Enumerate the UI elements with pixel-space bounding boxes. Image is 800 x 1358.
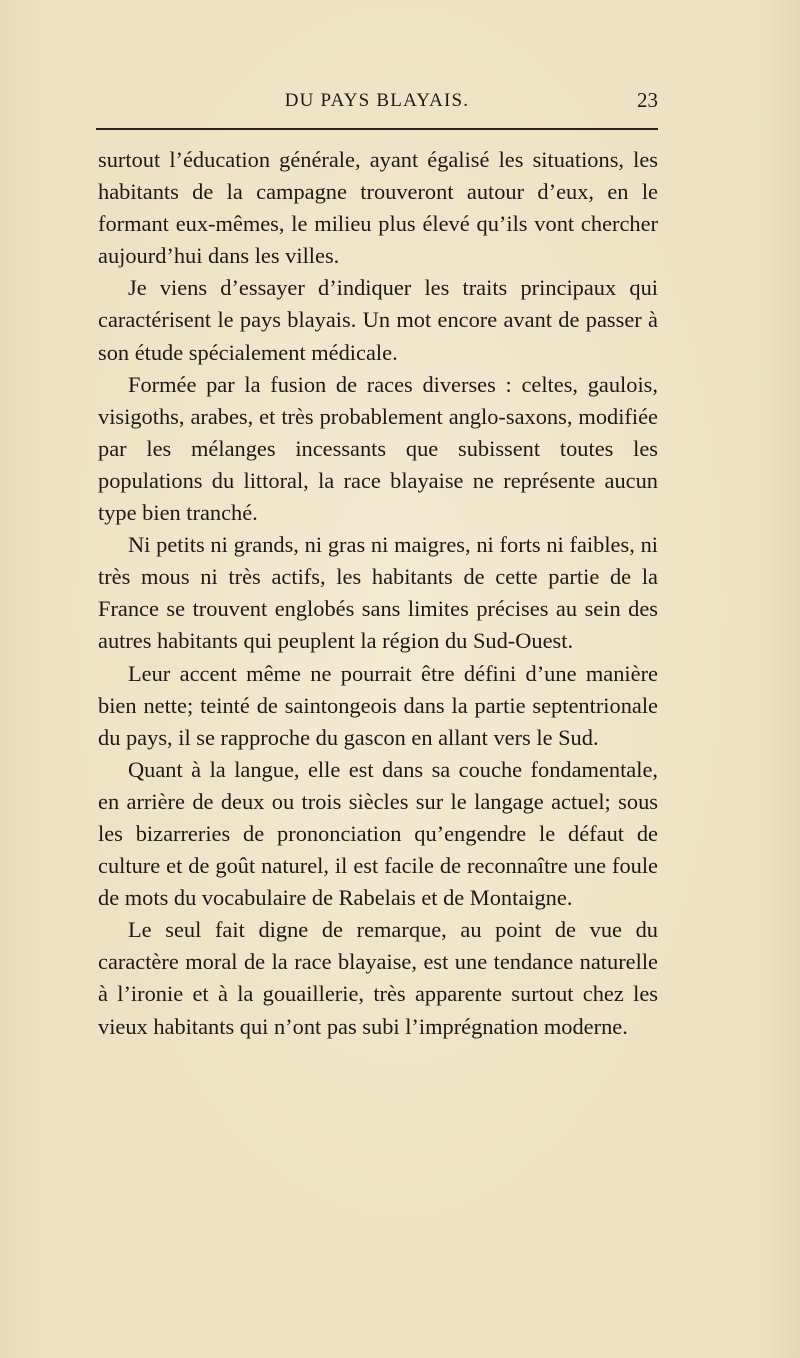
paragraph: Le seul fait digne de remarque, au point de vue du caractère moral de la race blayaise, est une tendance naturelle à l’ironie et à la gouaillerie, très apparente surtout chez les vieux habitants qui n’ont pas subi l’imprégnation moderne. (98, 917, 658, 1039)
paragraph: Quant à la langue, elle est dans sa couche fondamentale, en arrière de deux ou trois siècles sur le langage actuel; sous les bizarreries de prononciation qu’engendre le défaut de culture et de goût naturel, il est facile de reconnaître une foule de mots du vocabulaire de Rabelais et de Montaigne. (98, 756, 658, 911)
paragraph: Je viens d’essayer d’indiquer les traits principaux qui caractérisent le pays blayais. Un mot encore avant de passer à son étude spécialement médicale. (98, 275, 658, 365)
running-head-title: DU PAYS BLAYAIS. (284, 90, 470, 111)
body-text (98, 144, 658, 1043)
paragraph: Ni petits ni grands, ni gras ni maigres, ni forts ni faibles, ni très mous ni très actifs, les habitants de cette partie de la France se trouvent englobés sans limites précises au sein des autres habitants qui peuplent la région du Sud-Ouest. (98, 532, 658, 654)
running-head (96, 90, 658, 120)
paragraph: Formée par la fusion de races diverses : celtes, gaulois, visigoths, arabes, et très probablement anglo-saxons, modifiée par les mélanges incessants que subissent toutes les populations du littoral, la race blayaise ne représente aucun type bien tranché. (98, 371, 658, 526)
paragraph: surtout l’éducation générale, ayant égalisé les situations, les habitants de la campagne trouveront autour d’eux, en le formant eux-mêmes, le milieu plus élevé qu’ils vont chercher aujourd’hui dans les villes. (98, 147, 658, 269)
header-rule (96, 128, 658, 130)
page-number: 23 (637, 88, 658, 112)
paragraph: Leur accent même ne pourrait être défini d’une manière bien nette; teinté de saintongeois dans la partie septentrionale du pays, il se rapproche du gascon en allant vers le Sud. (98, 660, 658, 750)
